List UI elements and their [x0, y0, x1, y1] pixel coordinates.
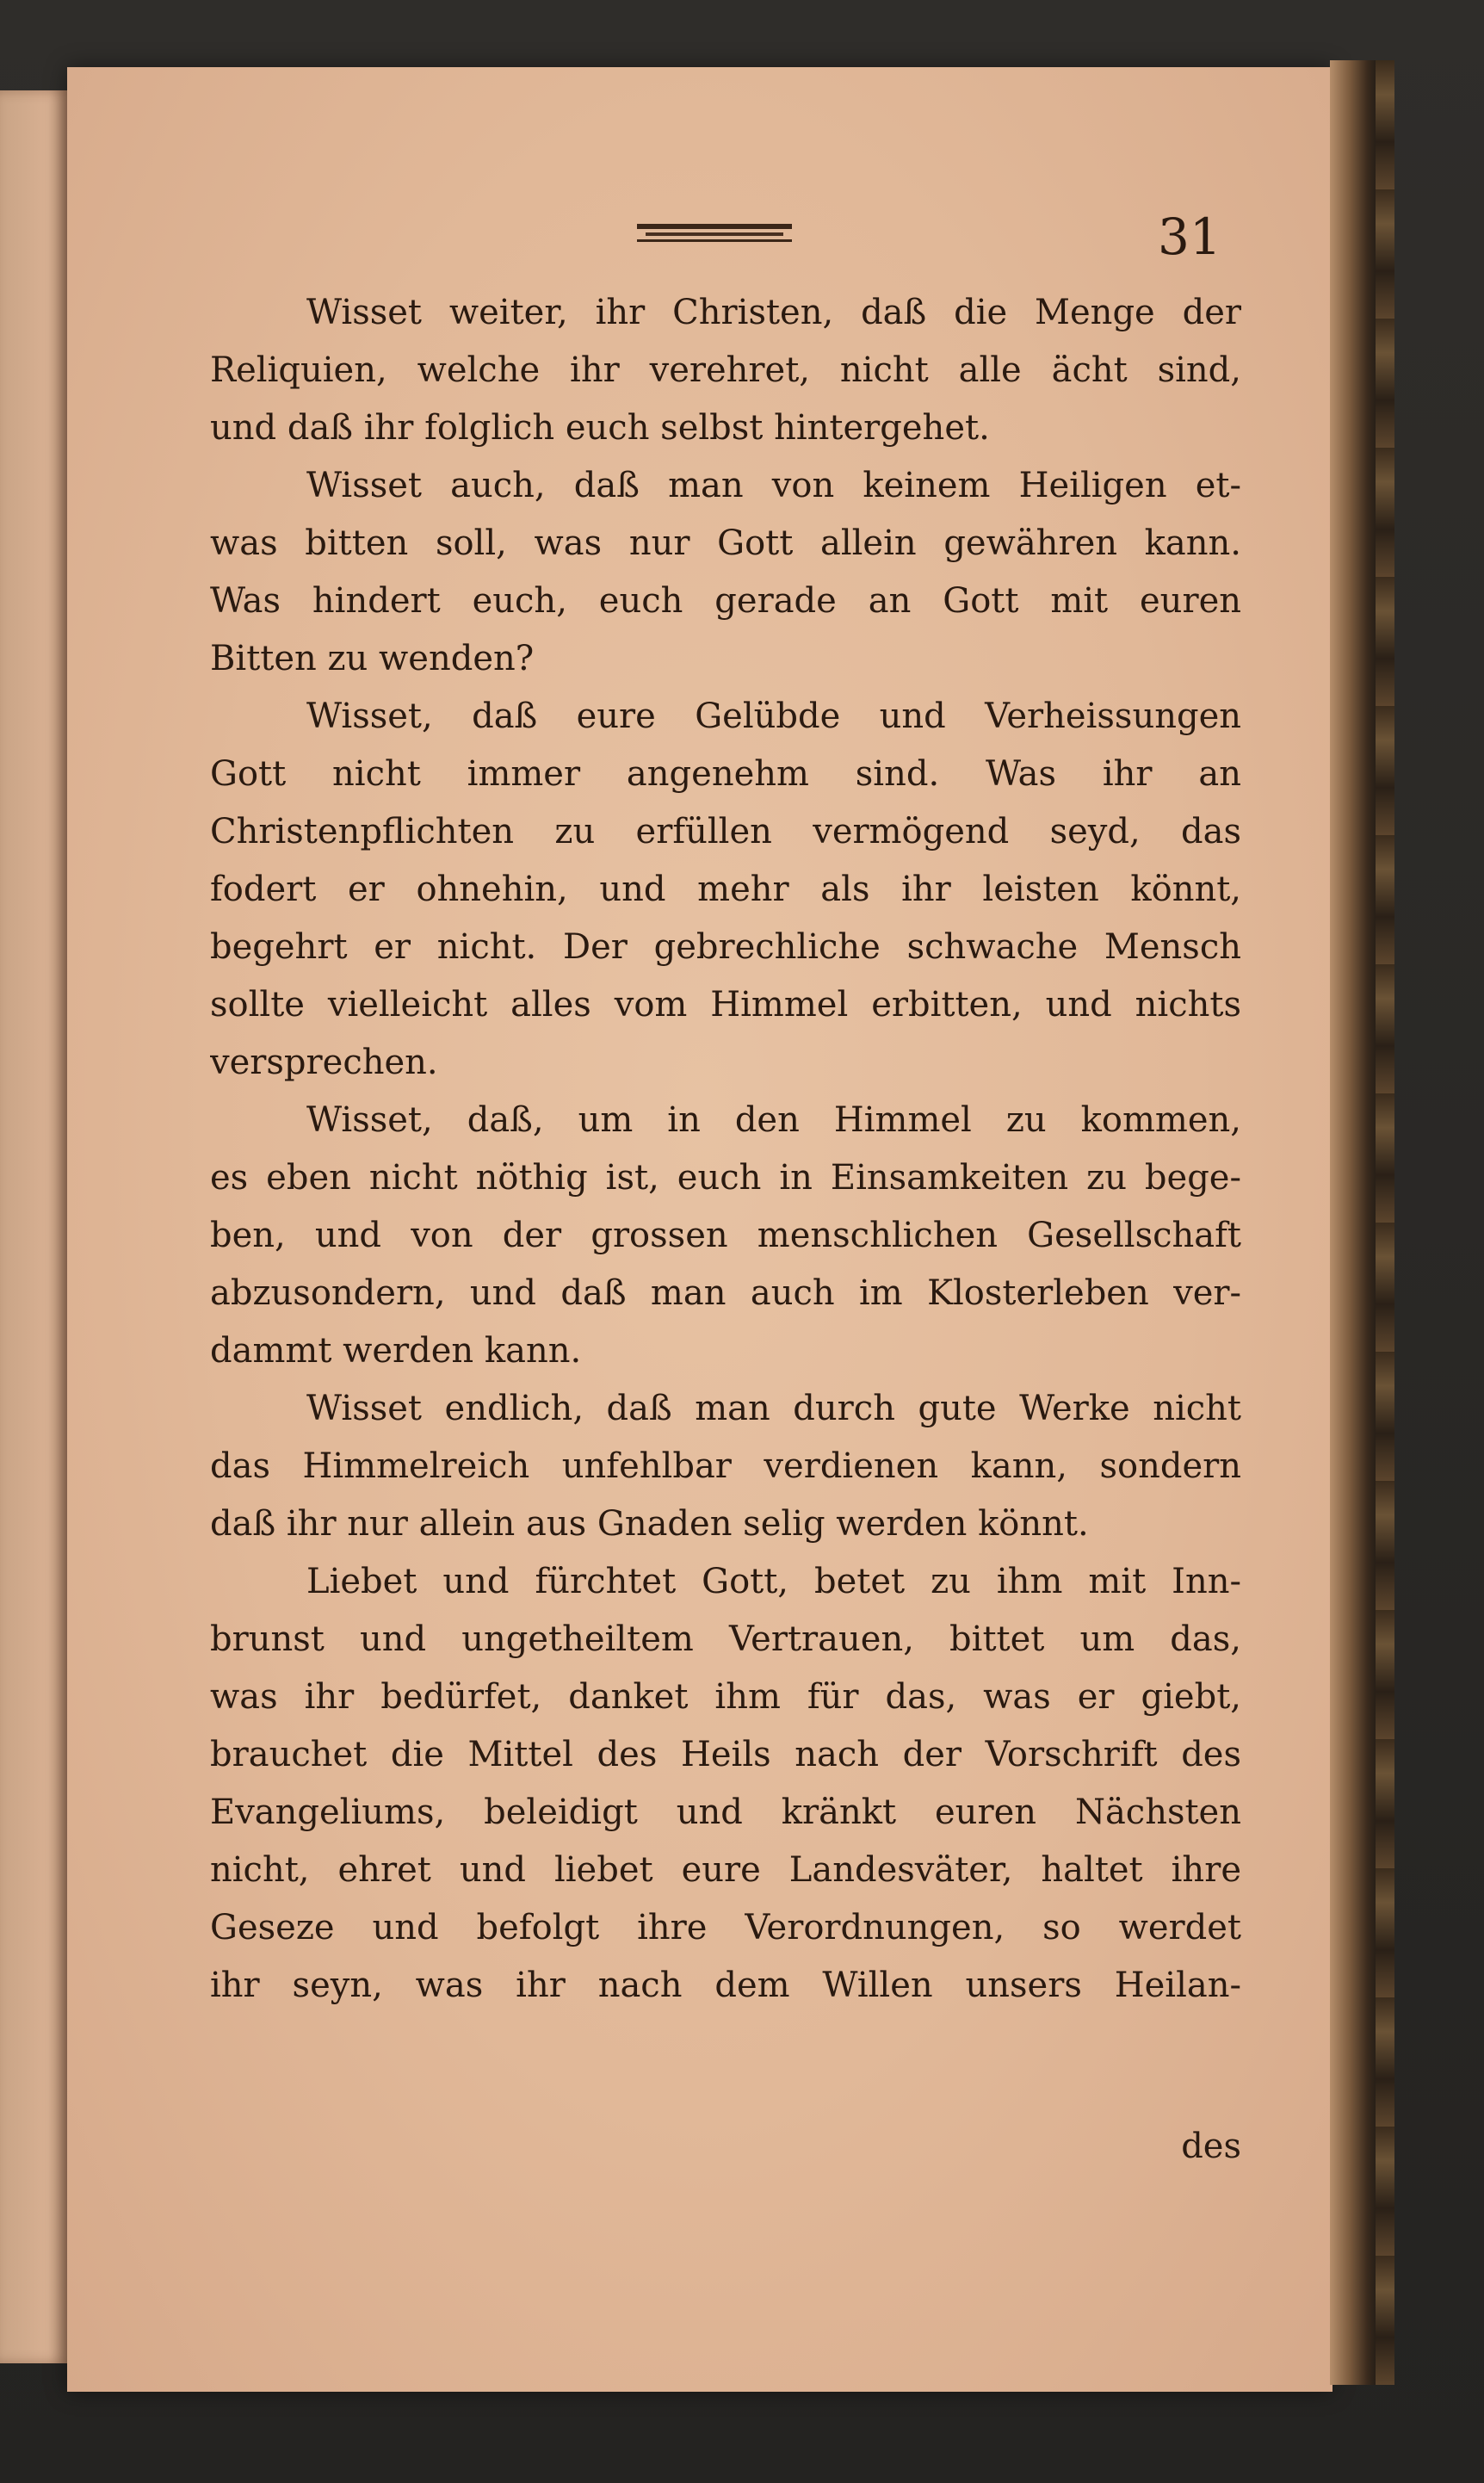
text-line: begehrt er nicht. Der gebrechliche schwache Mensch: [210, 927, 1241, 967]
text-line: abzusondern, und daß man auch im Klosterleben ver-: [210, 1273, 1241, 1313]
text-line: brunst und ungetheiltem Vertrauen, bittet um das,: [210, 1619, 1241, 1659]
ornament-bar: [637, 239, 792, 242]
text-line: Wisset, daß eure Gelübde und Verheissungen: [306, 697, 1241, 736]
text-line: was bitten soll, was nur Gott allein gewähren kann.: [210, 523, 1241, 563]
ornament-bar: [637, 224, 792, 229]
text-line: Christenpflichten zu erfüllen vermögend seyd, das: [210, 812, 1241, 851]
text-line: Liebet und fürchtet Gott, betet zu ihm mit Inn-: [306, 1562, 1241, 1601]
text-line: Evangeliums, beleidigt und kränkt euren Nächsten: [210, 1793, 1241, 1832]
text-line: sollte vielleicht alles vom Himmel erbitten, und nichts: [210, 985, 1241, 1025]
text-line: dammt werden kann.: [210, 1331, 582, 1371]
page-block-edge: [1330, 60, 1380, 2385]
text-line: Bitten zu wenden?: [210, 639, 535, 678]
previous-page-edge: [0, 90, 69, 2363]
text-line: brauchet die Mittel des Heils nach der Vorschrift des: [210, 1735, 1241, 1774]
text-line: daß ihr nur allein aus Gnaden selig werden könnt.: [210, 1504, 1089, 1544]
header-ornament-rule: [637, 222, 792, 243]
text-line: Was hindert euch, euch gerade an Gott mit euren: [210, 581, 1241, 621]
text-line: Wisset auch, daß man von keinem Heiligen et-: [306, 466, 1241, 505]
text-line: fodert er ohnehin, und mehr als ihr leisten könnt,: [210, 870, 1241, 909]
text-line: ihr seyn, was ihr nach dem Willen unsers Heilan-: [210, 1966, 1241, 2005]
text-line: ben, und von der grossen menschlichen Gesellschaft: [210, 1216, 1241, 1255]
text-line: es eben nicht nöthig ist, euch in Einsamkeiten zu bege-: [210, 1158, 1241, 1198]
body-text: [210, 284, 1241, 2015]
text-line: nicht, ehret und liebet eure Landesväter, haltet ihre: [210, 1850, 1241, 1890]
marbled-cover-edge: [1376, 60, 1394, 2385]
text-line: Geseze und befolgt ihre Verordnungen, so werdet: [210, 1908, 1241, 1947]
text-line: Wisset, daß, um in den Himmel zu kommen,: [306, 1100, 1241, 1140]
text-line: Reliquien, welche ihr verehret, nicht alle ächt sind,: [210, 350, 1241, 390]
text-line: Gott nicht immer angenehm sind. Was ihr an: [210, 754, 1241, 794]
text-line: versprechen.: [210, 1043, 438, 1082]
text-line: und daß ihr folglich euch selbst hintergehet.: [210, 408, 990, 448]
page-number: 31: [1158, 207, 1221, 266]
text-line: das Himmelreich unfehlbar verdienen kann, sondern: [210, 1446, 1241, 1486]
ornament-bar: [646, 232, 783, 236]
catchword: des: [1181, 2127, 1241, 2166]
text-line: Wisset endlich, daß man durch gute Werke nicht: [306, 1389, 1241, 1428]
text-line: was ihr bedürfet, danket ihm für das, was er giebt,: [210, 1677, 1241, 1717]
text-line: Wisset weiter, ihr Christen, daß die Menge der: [306, 293, 1241, 332]
